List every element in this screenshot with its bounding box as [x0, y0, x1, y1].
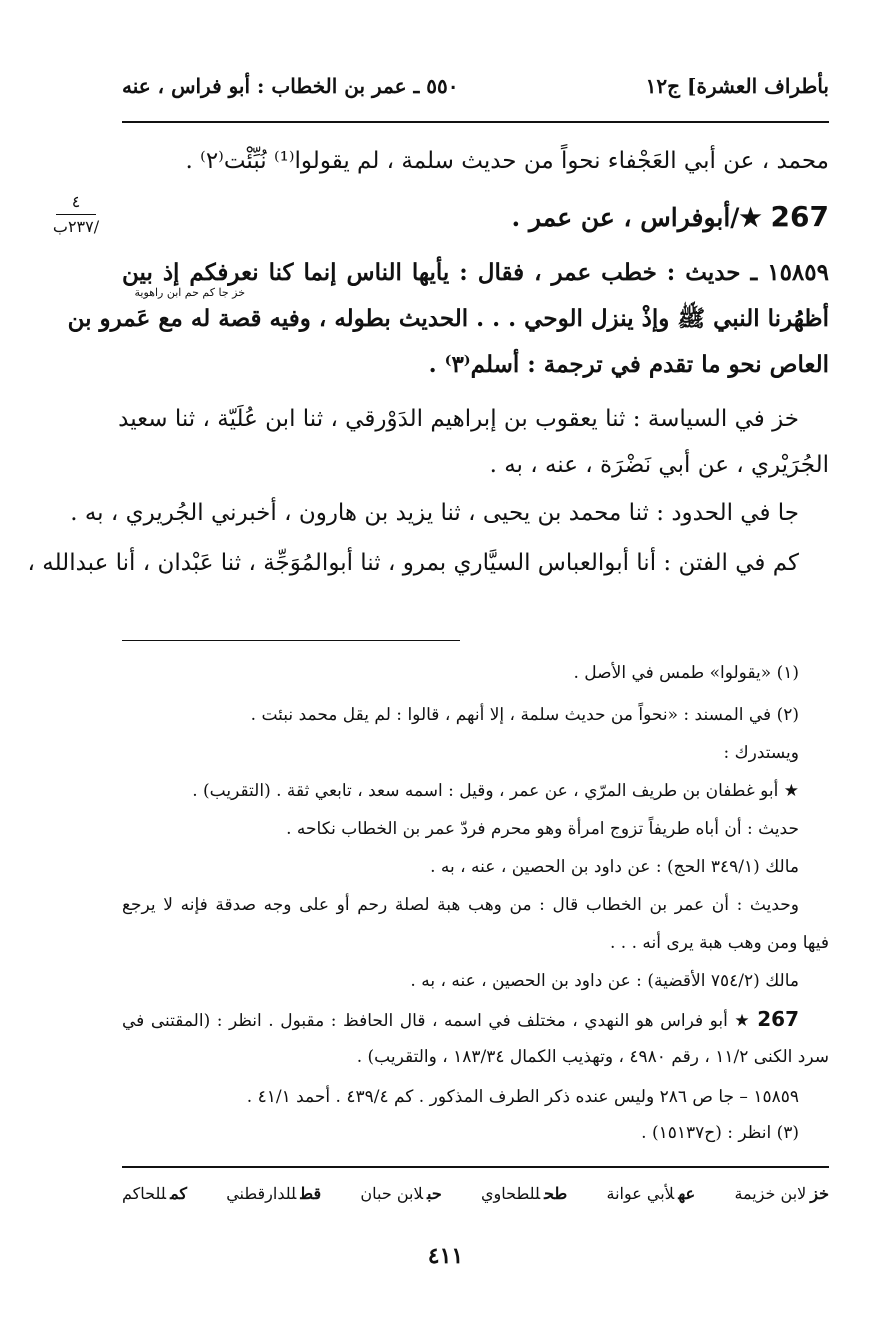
footnote-15859: ١٥٨٥٩ – جا ص ٢٨٦ وليس عنده ذكر الطرف المذكور . كم ٤٣٩/٤ . أحمد ٤١/١ .: [246, 1087, 799, 1107]
hadith-line-1: ١٥٨٥٩ ـ حديث : خطب عمر ، فقال : يأيها الناس إنما كنا نعرفكم إذ بين: [122, 259, 829, 286]
addendum-narrator: ★ أبو غطفان بن طريف المرّي ، عن عمر ، وقيل : اسمه سعد ، تابعي ثقة . (التقريب) .: [192, 781, 799, 801]
footnote-267-number: 267: [757, 1007, 799, 1031]
margin-folio-bottom: /٢٣٧ب: [52, 217, 100, 236]
margin-folio-top: ٤: [71, 192, 81, 211]
running-head-volume: بأطراف العشرة] ج١٢: [645, 74, 829, 98]
footnote-separator: [122, 640, 460, 641]
footnote-267-line-2: سرد الكنى ١١/٢ ، رقم ٤٩٨٠ ، وتهذيب الكمال ١٨٣/٣٤ ، والتقريب) .: [356, 1047, 829, 1067]
isnad-ja: جا في الحدود : ثنا محمد بن يحيى ، ثنا يزيد بن هارون ، أخبرني الجُريري ، به .: [70, 500, 799, 526]
footnote-addendum-label: ويستدرك :: [723, 743, 799, 763]
running-head: [122, 74, 829, 106]
hadith-line-2: أظهُرنا النبي ﷺ وإذْ ينزل الوحي . . . الحديث بطوله ، وفيه قصة له مع عَمرو بن: [67, 305, 829, 332]
margin-folio-note: [44, 192, 108, 237]
footnote-3: (٣) انظر : (ح١٥١٣٧) .: [641, 1123, 799, 1143]
hadith-line-3: العاص نحو ما تقدم في ترجمة : أسلم⁽٣⁾ .: [428, 351, 829, 378]
header-rule: [122, 121, 829, 123]
legend-item: قطللدارقطني: [226, 1184, 322, 1203]
footnote-267-line-1: [122, 1006, 799, 1034]
sigla-legend: [122, 1184, 829, 1212]
footnote-2: (٢) في المسند : «نحواً من حديث سلمة ، إلا أنهم ، قالوا : لم يقل محمد نبئت .: [250, 705, 799, 725]
footnote-267-text: ★ أبو فراس هو النهدي ، مختلف في اسمه ، قال الحافظ : مقبول . انظر : (المقتنى في: [122, 1011, 751, 1031]
footnote-1: (١) «يقولوا» طمس في الأصل .: [573, 663, 799, 683]
addendum-source-2: مالك (٧٥٤/٢ الأقضية) : عن داود بن الحصين ، عنه ، به .: [410, 971, 799, 991]
isnad-khz-line-1: خز في السياسة : ثنا يعقوب بن إبراهيم الدَوْرقي ، ثنا ابن عُلَيّة ، ثنا سعيد: [118, 406, 799, 432]
entry-number: 267: [770, 200, 829, 233]
legend-item: طحللطحاوي: [481, 1184, 568, 1203]
legend-rule: [122, 1166, 829, 1168]
page-number: ٤١١: [427, 1243, 464, 1269]
body-line-continuation: محمد ، عن أبي العَجْفاء نحواً من حديث سلمة ، لم يقولوا⁽¹⁾ نُبِّئْت⁽٢⁾ .: [185, 148, 829, 174]
legend-item: كمللحاكم: [122, 1184, 187, 1203]
addendum-hadith-1: حديث : أن أباه طريفاً تزوج امرأة وهو محرم فردّ عمر بن الخطاب نكاحه .: [286, 819, 799, 839]
entry-name: ★/أبوفراس ، عن عمر .: [511, 203, 762, 232]
addendum-hadith-2-line-1: وحديث : أن عمر بن الخطاب قال : من وهب هبة لصلة رحم أو على وجه صدقة فإنه لا يرجع: [122, 895, 799, 915]
legend-item: عهلأبي عوانة: [606, 1184, 696, 1203]
addendum-source-1: مالك (٣٤٩/١ الحج) : عن داود بن الحصين ، عنه ، به .: [430, 857, 799, 877]
isnad-khz-line-2: الجُرَيْري ، عن أبي نَضْرَة ، عنه ، به .: [489, 452, 829, 478]
running-head-section: ٥٥٠ ـ عمر بن الخطاب : أبو فراس ، عنه: [122, 74, 459, 98]
entry-title: [122, 200, 829, 235]
legend-item: خزلابن خزيمة: [734, 1184, 829, 1203]
isnad-km: كم في الفتن : أنا أبوالعباس السيَّاري بمرو ، ثنا أبوالمُوَجِّة ، ثنا عَبْدان ، أنا عبدالله ،: [27, 550, 799, 576]
addendum-hadith-2-line-2: فيها ومن وهب هبة يرى أنه . . .: [609, 933, 829, 953]
legend-item: حبلابن حبان: [360, 1184, 442, 1203]
margin-folio-rule: [56, 214, 96, 215]
sigla-superscript: خز جا كم حم ابن راهوية: [134, 286, 245, 299]
